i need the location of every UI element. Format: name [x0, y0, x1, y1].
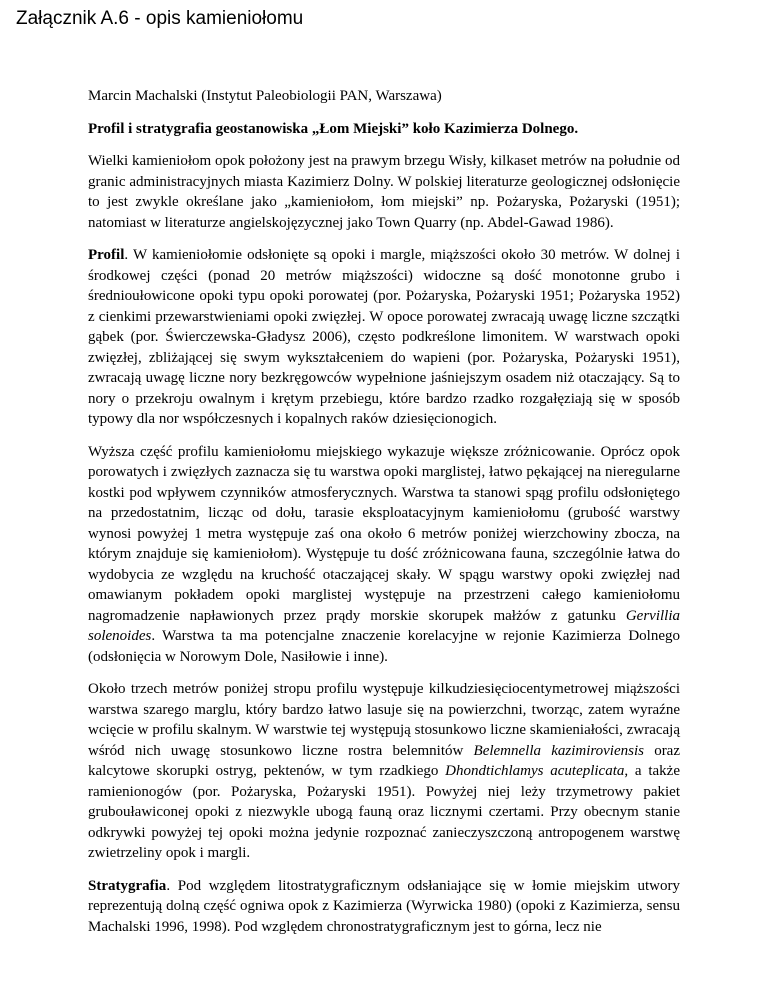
stratygrafia-label: Stratygrafia [88, 877, 167, 894]
paragraph-marl [88, 679, 680, 864]
paragraph-profil [88, 245, 680, 430]
document-body [88, 86, 680, 949]
species-dhondtichlamys: Dhondtichlamys acuteplicata [445, 763, 625, 779]
stratygrafia-text: . Pod względem litostratygraficznym odsłaniające się w łomie miejskim utwory reprezentują dolną część ogniwa opok z Kazimierza (Wyrwicka 1980) (opoki z Kazimierza, sensu Machalski 1996, 1998). Pod względem chronostratygraficznym jest to górna, lecz nie [88, 877, 680, 935]
marl-text-a: Około trzech metrów poniżej stropu profilu występuje kilkudziesięciocentymetrowej miąższości warstwa szarego marglu, który bardzo łatwo lasuje się na powierzchni, tworząc, zatem wyraźne wcięcie w profilu skalnym. W warstwie tej występują stosunkowo liczne skamieniałości, zwracają wśród nich uwagę stosunkowo liczne rostra belemnitów [88, 681, 680, 759]
species-gervillia: Gervillia solenoides [88, 607, 680, 644]
author-line: Marcin Machalski (Instytut Paleobiologii PAN, Warszawa) [88, 88, 442, 104]
page-header-title: Załącznik A.6 - opis kamieniołomu [16, 8, 304, 29]
upper-part-text-b: . Warstwa ta ma potencjalne znaczenie korelacyjne w rejonie Kazimierza Dolnego (odsłonięcia w Norowym Dole, Nasiłowie i inne). [88, 628, 680, 665]
paragraph-stratygrafia [88, 876, 680, 938]
paragraph-upper-part [88, 442, 680, 668]
document-heading: Profil i stratygrafia geostanowiska „Łom Miejski” koło Kazimierza Dolnego. [88, 120, 579, 137]
paragraph-intro: Wielki kamieniołom opok położony jest na prawym brzegu Wisły, kilkaset metrów na południe od granic administracyjnych miasta Kazimierz Dolny. W polskiej literaturze geologicznej odsłonięcie to jest zwykle określane jako „kamieniołom, łom miejski” np. Pożaryska, Pożaryski (1951); natomiast w literaturze angielskojęzycznej jako Town Quarry (np. Abdel-Gawad 1986). [88, 153, 680, 231]
species-belemnella: Belemnella kazimiroviensis [473, 742, 644, 759]
profil-text: . W kamieniołomie odsłonięte są opoki i margle, miąższości około 30 metrów. W dolnej i środkowej części (ponad 20 metrów miąższości) widoczne są dość monotonne grubo i średnioułowicone opoki typu opoki porowatej (por. Pożaryska, Pożaryski 1951; Pożaryska 1952) z cienkimi przewarstwieniami opoki zwięzłej. W opoce porowatej zwracają uwagę liczne szczątki gąbek (por. Świerczewska-Gładysz 2006), często podkreślone limonitem. W warstwach opoki zwięzłej, zbliżającej się swym wykształceniem do wapieni (por. Pożaryska, Pożaryski 1951), zwracają uwagę liczne nory bezkręgowców wypełnione jaśniejszym osadem niż otaczający. Są to nory o przekroju owalnym i krętym przebiegu, które bardzo rzadko rozgałęziają się w sposób typowy dla nor współczesnych i kopalnych raków dziesięcionogich. [88, 247, 680, 427]
marl-text-b: oraz kalcytowe skorupki ostryg, pektenów, w tym rzadkiego [88, 742, 680, 779]
profil-label: Profil [88, 247, 125, 263]
upper-part-text-a: Wyższa część profilu kamieniołomu miejskiego wykazuje większe zróżnicowanie. Oprócz opok porowatych i zwięzłych zaznacza się tu warstwa opoki marglistej, łatwo pękającej na nieregularne kostki pod wpływem czynników atmosferycznych. Warstwa ta stanowi spąg profilu odsłoniętego na przedostatnim, licząc od dołu, tarasie eksploatacyjnym kamieniołomu (grubość warstwy wynosi powyżej 1 metra występuje zaś ona około 6 metrów poniżej wierzchowiny zbocza, na którym znajduje się kamieniołom). Występuje tu dość zróżnicowana fauna, szczególnie łatwa do wydobycia ze względu na kruchość otaczającej skały. W spągu warstwy opoki zwięzłej nad omawianym pokładem opoki marglistej występuje na przestrzeni całego kamieniołomu nagromadzenie napławionych przez prądy morskie skorupek małżów z gatunku [88, 443, 680, 624]
marl-text-c: , a także ramienionogów (por. Pożaryska, Pożaryski 1951). Powyżej niej leży trzymetrowy pakiet grubouławiconej opoki z niezwykle ubogą fauną oraz licznymi czertami. Przy obecnym stanie odkrywki powyżej tej opoki można jedynie rozpoznać zanieczyszczoną antropogenem warstwę zwietrzeliny opok i margli. [88, 763, 680, 861]
